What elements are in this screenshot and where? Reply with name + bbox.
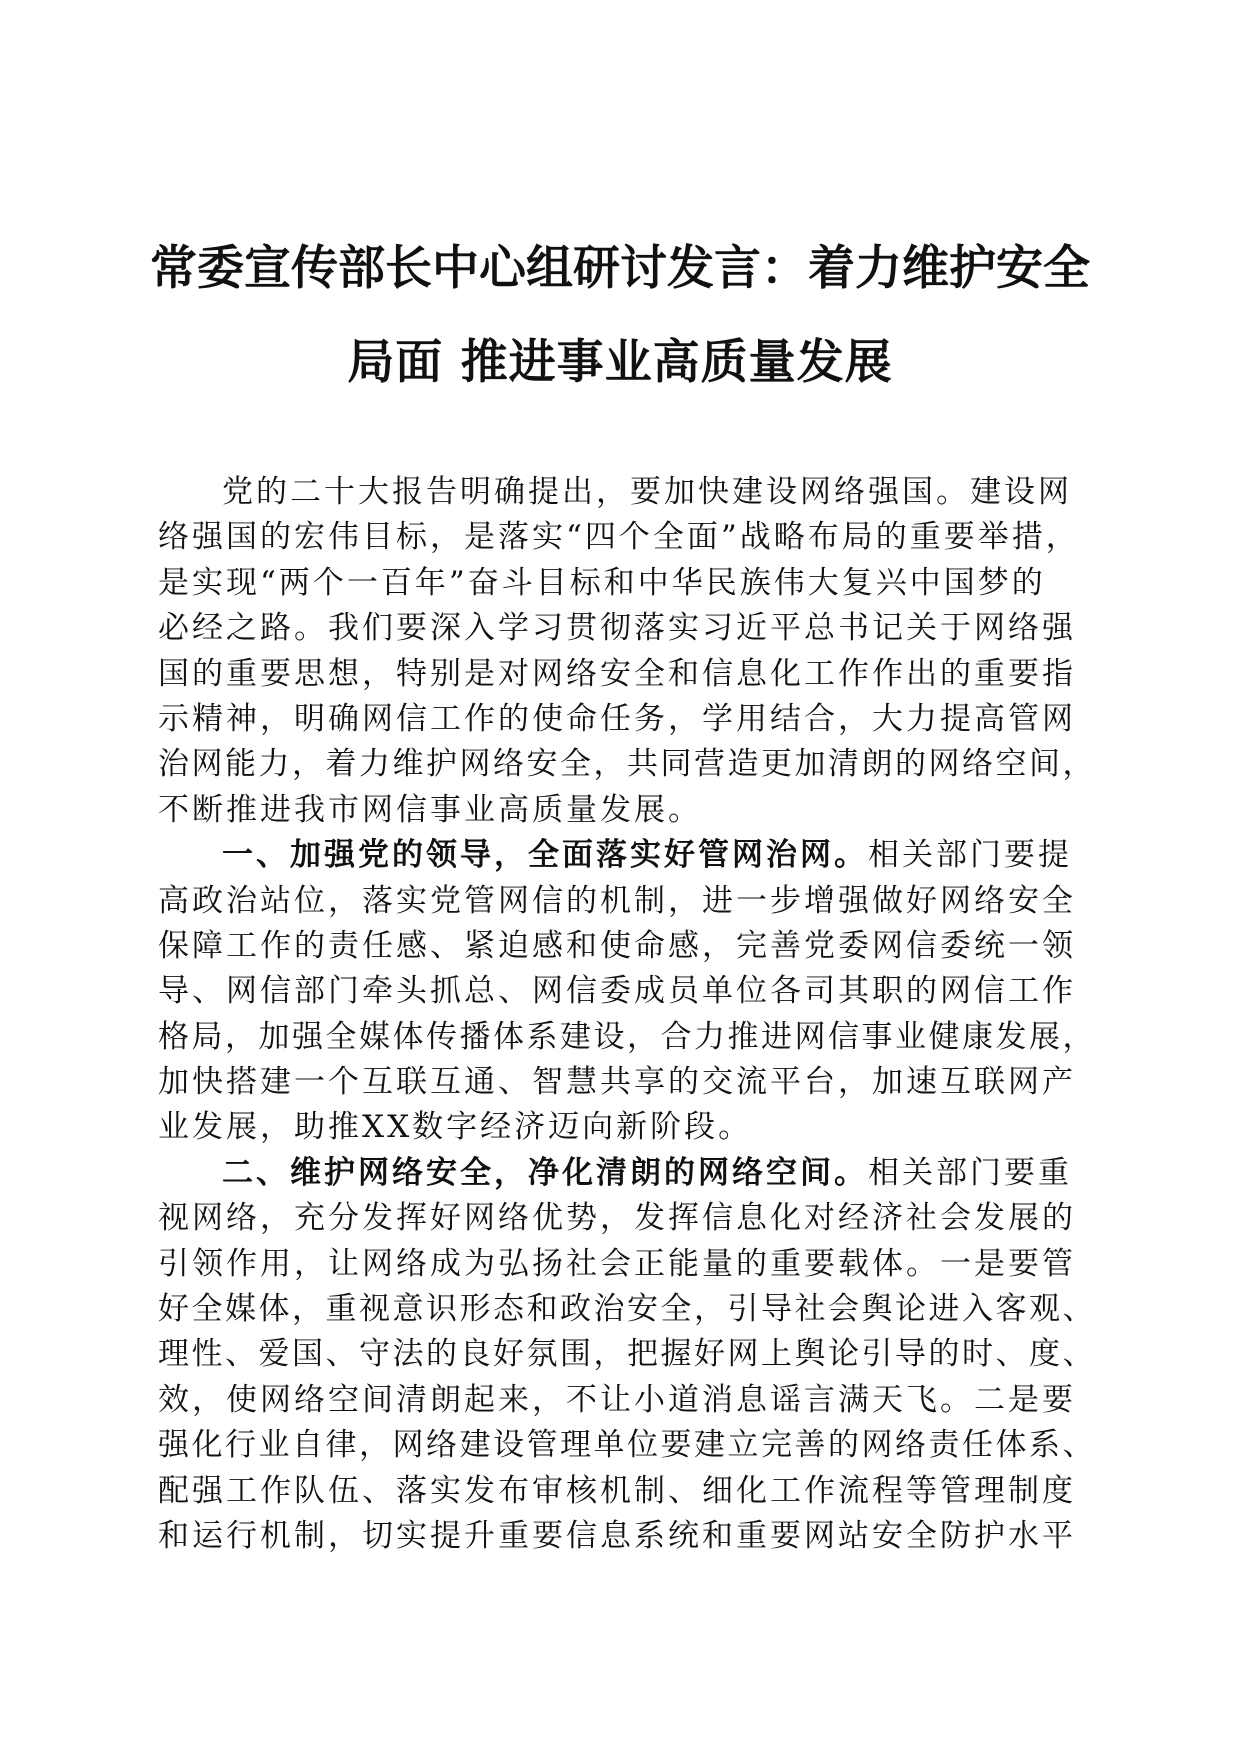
section-heading-rest: 相关部门要重	[868, 1154, 1072, 1191]
document-body	[158, 470, 1098, 1559]
title-line: 常委宣传部长中心组研讨发言：着力维护安全	[150, 241, 1090, 296]
paragraph-line: 强化行业自律，网络建设管理单位要建立完善的网络责任体系、	[158, 1427, 1096, 1464]
title-line: 局面 推进事业高质量发展	[347, 335, 893, 390]
paragraph-line: 导、网信部门牵头抓总、网信委成员单位各司其职的网信工作	[158, 973, 1076, 1010]
section-heading-rest: 相关部门要提	[868, 837, 1072, 874]
paragraph-line: 视网络，充分发挥好网络优势，发挥信息化对经济社会发展的	[158, 1200, 1076, 1237]
paragraph-section-one	[158, 833, 1098, 1151]
paragraph-line: 治网能力，着力维护网络安全，共同营造更加清朗的网络空间，	[158, 746, 1096, 783]
paragraph-line: 和运行机制，切实提升重要信息系统和重要网站安全防护水平	[158, 1517, 1076, 1554]
paragraph-line: 格局，加强全媒体传播体系建设，合力推进网信事业健康发展，	[158, 1018, 1096, 1055]
section-heading: 一、加强党的领导，全面落实好管网治网。	[222, 837, 868, 874]
paragraph-line: 配强工作队伍、落实发布审核机制、细化工作流程等管理制度	[158, 1472, 1076, 1509]
paragraph-line: 必经之路。我们要深入学习贯彻落实习近平总书记关于网络强	[158, 610, 1076, 647]
paragraph-line: 保障工作的责任感、紧迫感和使命感，完善党委网信委统一领	[158, 927, 1076, 964]
paragraph-line: 党的二十大报告明确提出，要加快建设网络强国。建设网	[222, 474, 1072, 510]
document-title	[150, 222, 1090, 410]
paragraph-line: 理性、爱国、守法的良好氛围，把握好网上舆论引导的时、度、	[158, 1336, 1096, 1373]
paragraph-line: 业发展，助推XX数字经济迈向新阶段。	[158, 1109, 753, 1146]
paragraph-line: 国的重要思想，特别是对网络安全和信息化工作作出的重要指	[158, 655, 1076, 692]
paragraph-section-two	[158, 1151, 1098, 1560]
paragraph-line: 高政治站位，落实党管网信的机制，进一步增强做好网络安全	[158, 882, 1076, 919]
section-heading: 二、维护网络安全，净化清朗的网络空间。	[222, 1154, 868, 1191]
paragraph-line: 是实现“两个一百年”奋斗目标和中华民族伟大复兴中国梦的	[158, 564, 1046, 601]
paragraph-line: 络强国的宏伟目标，是落实“四个全面”战略布局的重要举措，	[158, 519, 1080, 556]
paragraph-first-line	[158, 1151, 1098, 1196]
paragraph-line: 示精神，明确网信工作的使命任务，学用结合，大力提高管网	[158, 700, 1076, 737]
paragraph-line: 效，使网络空间清朗起来，不让小道消息谣言满天飞。二是要	[158, 1381, 1076, 1418]
paragraph-first-line	[158, 833, 1098, 878]
paragraph-line: 不断推进我市网信事业高质量发展。	[158, 791, 702, 828]
paragraph-intro	[158, 470, 1098, 833]
paragraph-line: 好全媒体，重视意识形态和政治安全，引导社会舆论进入客观、	[158, 1291, 1096, 1328]
paragraph-line: 加快搭建一个互联互通、智慧共享的交流平台，加速互联网产	[158, 1064, 1076, 1101]
paragraph-line: 引领作用，让网络成为弘扬社会正能量的重要载体。一是要管	[158, 1245, 1076, 1282]
